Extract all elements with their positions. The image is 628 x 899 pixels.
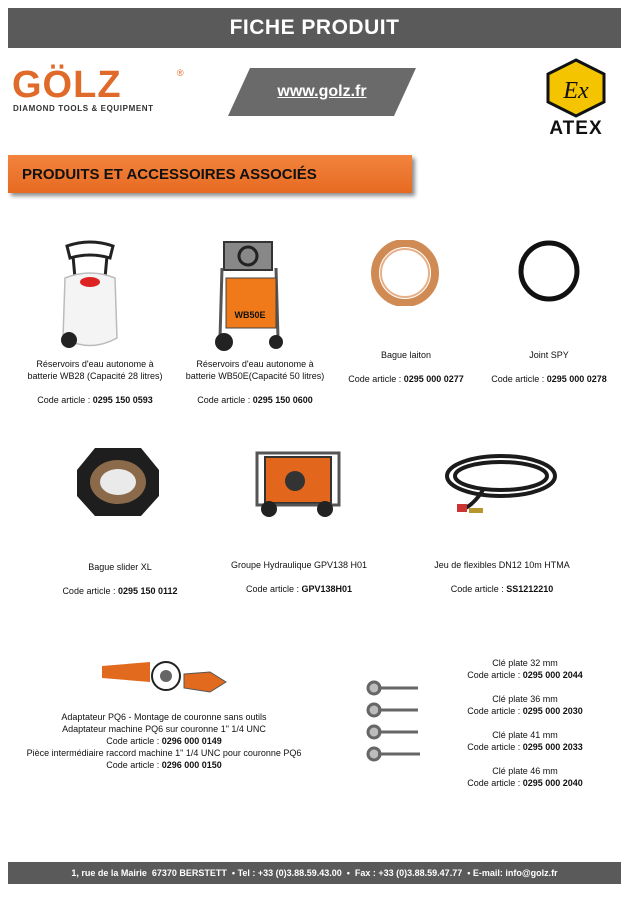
product-code: Code article : 0295 150 0600 xyxy=(197,395,313,405)
product-code: Code article : 0295 000 0277 xyxy=(348,374,464,384)
product-caption: Jeu de flexibles DN12 10m HTMA xyxy=(434,560,570,570)
atex-logo xyxy=(540,58,612,140)
svg-text:WB50E: WB50E xyxy=(234,310,266,320)
brand-name: GÖLZ xyxy=(12,64,122,106)
wrench-icon xyxy=(368,726,418,738)
wrench-caption: Clé plate 46 mm Code article : 0295 000 2040 xyxy=(467,766,583,788)
product-caption: Bague slider XL xyxy=(88,562,152,572)
product-code: Code article : GPV138H01 xyxy=(245,584,353,594)
product-caption: Réservoirs d'eau autonome à batterie WB28 (Capacité 28 litres) xyxy=(27,359,163,381)
wrench-set-image xyxy=(364,678,426,764)
product-caption: Groupe Hydraulique GPV138 H01 xyxy=(230,560,368,570)
page-title: FICHE PRODUIT xyxy=(8,8,621,48)
wrench-icon xyxy=(368,682,418,694)
bague-slider-image xyxy=(75,444,161,520)
atex-mark: Ex xyxy=(563,78,589,104)
wrench-caption: Clé plate 36 mm Code article : 0295 000 2030 xyxy=(467,694,583,716)
product-caption: Réservoirs d'eau autonome à batterie WB50E(Capacité 50 litres) xyxy=(185,359,325,381)
hydraulic-unit-image xyxy=(255,447,341,519)
section-title: PRODUITS ET ACCESSOIRES ASSOCIÉS xyxy=(8,155,412,193)
footer-contact: 1, rue de la Mairie 67370 BERSTETT • Tel : +33 (0)3.88.59.43.00 • Fax : +33 (0)3.88.59.47.77 • E-mail: info@golz.fr xyxy=(8,862,621,884)
product-code: Code article : SS1212210 xyxy=(450,584,554,594)
registered-mark: ® xyxy=(177,68,184,78)
product-caption: Joint SPY xyxy=(529,350,569,360)
atex-hexagon-icon xyxy=(540,58,612,118)
water-tank-wb50e-image xyxy=(210,238,288,356)
product-code: Code article : 0295 150 0593 xyxy=(37,395,153,405)
product-code: Code article : 0295 000 0278 xyxy=(491,374,607,384)
water-tank-wb28-image xyxy=(55,238,125,356)
adapter-caption: Adaptateur PQ6 - Montage de couronne sans outils Adaptateur machine PQ6 sur couronne 1" 1/4 UNC Code article : 0296 000 0149 Pièce intermédiaire raccord machine 1" 1/4 UNC pour couronne PQ6 Code article : 0296 000 0150 xyxy=(26,712,302,770)
wrench-icon xyxy=(368,704,418,716)
golz-logo xyxy=(12,66,192,116)
website-link[interactable]: www.golz.fr xyxy=(277,83,367,100)
product-code: Code article : 0295 150 0112 xyxy=(62,586,178,596)
flexible-hoses-image xyxy=(443,446,559,518)
joint-spy-image xyxy=(516,238,582,304)
wrench-caption: Clé plate 32 mm Code article : 0295 000 2044 xyxy=(467,658,583,680)
adapter-pq6-image xyxy=(100,656,230,698)
wrench-caption: Clé plate 41 mm Code article : 0295 000 2033 xyxy=(467,730,583,752)
website-banner xyxy=(228,68,416,116)
product-caption: Bague laiton xyxy=(380,350,432,360)
brand-tagline: DIAMOND TOOLS & EQUIPMENT xyxy=(13,104,154,113)
wrench-icon xyxy=(368,748,420,760)
bague-laiton-image xyxy=(370,240,440,306)
atex-label: ATEX xyxy=(549,118,603,139)
